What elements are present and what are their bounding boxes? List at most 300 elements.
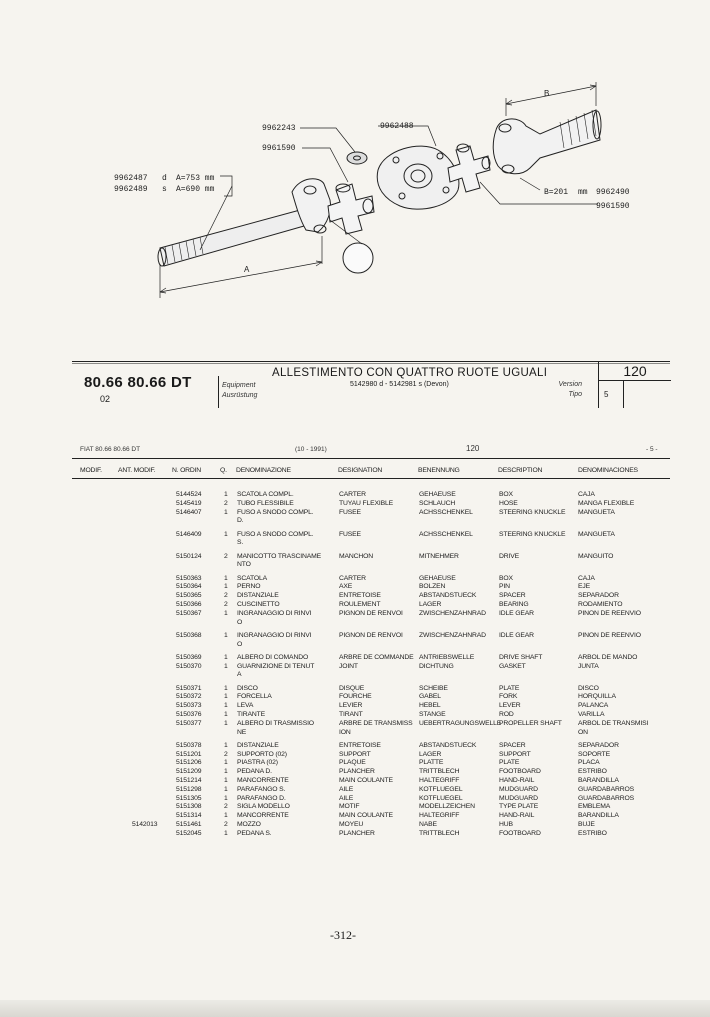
meta-model: FIAT 80.66 80.66 DT — [80, 446, 141, 453]
cell-es: EMBLEMA — [578, 803, 611, 811]
cell-ord: 5150371 — [176, 684, 202, 692]
cell-fr: ENTRETOISE — [339, 592, 381, 600]
table-row — [0, 767, 710, 776]
cell-de: DICHTUNG — [419, 662, 454, 670]
cell-it: SCATOLA — [237, 574, 268, 582]
cell-en: PLATE — [499, 759, 520, 767]
header-bottom-rule — [72, 478, 670, 479]
cell-ord: 5151314 — [176, 812, 202, 820]
cell-q: 1 — [224, 768, 228, 776]
equipment-codes: 5142980 d - 5142981 s (Devon) — [350, 381, 449, 388]
cell-en: IDLE GEAR — [499, 609, 534, 617]
cell-it: DISCO — [237, 684, 258, 692]
cell-fr: ARBRE DE COMMANDE — [339, 653, 414, 661]
header-divider — [218, 376, 219, 408]
table-row — [0, 490, 710, 499]
cell-de: LAGER — [419, 601, 442, 608]
cell-q: 1 — [224, 829, 228, 837]
col-designation: DESIGNATION — [338, 467, 383, 474]
cell-de: GEHAEUSE — [419, 574, 456, 582]
cell-de: HALTEGRIFF — [419, 777, 460, 784]
table-row — [0, 560, 710, 569]
cell-it: GUARNIZIONE DI TENUT — [237, 662, 315, 670]
detail-circle — [343, 243, 373, 273]
col-modif: MODIF. — [80, 467, 102, 474]
table-row — [0, 684, 710, 693]
cell-it: MOZZO — [237, 821, 261, 828]
cell-q: 1 — [224, 719, 228, 727]
cell-it: O — [237, 618, 243, 626]
cell-de: HALTEGRIFF — [419, 812, 460, 820]
scan-edge — [0, 1000, 710, 1017]
cell-en: IDLE GEAR — [499, 631, 534, 639]
cell-fr: PIGNON DE RENVOI — [339, 631, 403, 639]
cell-es: MANGUETA — [578, 508, 615, 516]
cell-fr: PIGNON DE RENVOI — [339, 609, 403, 617]
cell-fr: LEVIER — [339, 702, 363, 710]
cell-it: D. — [237, 517, 244, 525]
cell-ord: 5150363 — [176, 574, 202, 582]
cell-it: MANICOTTO TRASCINAME — [237, 552, 321, 560]
label-9962243: 9962243 — [262, 124, 296, 133]
model-sub: 02 — [100, 394, 111, 404]
cell-es: ARBOL DE MANDO — [578, 653, 638, 661]
table-row — [0, 811, 710, 820]
table-row — [0, 552, 710, 561]
version-label: Version — [558, 381, 582, 388]
cell-fr: MAIN COULANTE — [339, 777, 393, 784]
cell-ord: 5150364 — [176, 583, 202, 591]
cell-fr: AILE — [339, 785, 354, 793]
cell-es: GUARDABARROS — [578, 785, 634, 793]
table-row — [0, 631, 710, 640]
cell-fr: AXE — [339, 583, 353, 591]
cell-en: STEERING KNUCKLE — [499, 530, 566, 538]
cell-es: MANGA FLEXIBLE — [578, 499, 635, 507]
label-a690: A=690 mm — [176, 185, 215, 194]
cell-en: BOX — [499, 491, 513, 498]
cell-it: S. — [237, 539, 244, 547]
table-row — [0, 719, 710, 728]
version-divider — [598, 380, 599, 408]
cell-de: MODELLZEICHEN — [419, 803, 475, 811]
table-top-rule — [72, 458, 670, 459]
left-cross-journal-drawing — [328, 184, 374, 234]
table-row — [0, 508, 710, 517]
col-denominazione: DENOMINAZIONE — [236, 467, 291, 474]
cell-it: TIRANTE — [237, 711, 266, 718]
table-row — [0, 600, 710, 609]
cell-en: SPACER — [499, 741, 526, 749]
equipment-label-2: Ausrüstung — [222, 392, 258, 399]
cell-ord: 5151461 — [176, 821, 202, 828]
cell-en: BEARING — [499, 601, 529, 608]
cell-es: DISCO — [578, 684, 599, 692]
cell-de: BOLZEN — [419, 583, 446, 591]
table-row — [0, 591, 710, 600]
label-d: d — [162, 174, 167, 183]
col-description: DESCRIPTION — [498, 467, 543, 474]
cell-ord: 5146407 — [176, 508, 202, 516]
cell-de: STANGE — [419, 711, 446, 718]
cell-q: 1 — [224, 812, 228, 820]
cell-it: INGRANAGGIO DI RINVI — [237, 609, 312, 617]
cell-q: 2 — [224, 803, 228, 811]
cell-ord: 5150378 — [176, 741, 202, 749]
cell-it: O — [237, 640, 243, 648]
cell-de: ANTRIEBSWELLE — [419, 653, 475, 661]
cell-en: PROPELLER SHAFT — [499, 719, 562, 727]
label-dim-a: A — [244, 265, 250, 274]
label-9962490: 9962490 — [596, 188, 630, 197]
cell-ord: 5151206 — [176, 759, 202, 767]
cell-ord: 5145419 — [176, 499, 202, 507]
version-labels — [548, 380, 582, 400]
cell-q: 1 — [224, 491, 228, 498]
cell-ord: 5151201 — [176, 750, 202, 758]
cell-q: 1 — [224, 785, 228, 793]
label-mm: mm — [578, 188, 588, 197]
cell-ord: 5152045 — [176, 829, 202, 837]
cell-it: MANCORRENTE — [237, 812, 289, 820]
table-row — [0, 820, 710, 829]
cell-es: CAJA — [578, 574, 595, 582]
label-dim-b: B — [544, 89, 550, 98]
cell-q: 1 — [224, 508, 228, 516]
cell-it: CUSCINETTO — [237, 601, 280, 608]
cell-en: HAND-RAIL — [499, 777, 535, 784]
cell-it: FUSO A SNODO COMPL. — [237, 530, 314, 538]
dimension-b — [506, 82, 596, 116]
header-top-rule — [72, 361, 670, 362]
cell-q: 1 — [224, 653, 228, 661]
cell-es: ESTRIBO — [578, 768, 607, 776]
cell-q: 1 — [224, 759, 228, 767]
cell-it: FORCELLA — [237, 693, 272, 701]
cell-es: ARBOL DE TRANSMISI — [578, 719, 649, 727]
cell-en: FORK — [499, 693, 518, 701]
table-row — [0, 640, 710, 649]
table-row — [0, 741, 710, 750]
cell-es: PALANCA — [578, 702, 609, 710]
cell-en: FOOTBOARD — [499, 768, 541, 776]
cell-it: PARAFANGO S. — [237, 785, 286, 793]
cell-en: PLATE — [499, 684, 520, 692]
table-row — [0, 692, 710, 701]
cell-q: 1 — [224, 662, 228, 670]
washer-drawing — [347, 152, 367, 164]
cell-de: NABE — [419, 821, 437, 828]
cell-it: SCATOLA COMPL. — [237, 491, 294, 498]
label-9961590-left: 9961590 — [262, 144, 296, 153]
table-row — [0, 538, 710, 547]
cell-de: ABSTANDSTUECK — [419, 741, 477, 749]
cell-en: HOSE — [499, 499, 518, 507]
cell-ord: 5150372 — [176, 693, 202, 701]
cell-es: ON — [578, 728, 588, 736]
cell-fr: SUPPORT — [339, 750, 371, 758]
header-top-rule-2 — [72, 363, 670, 364]
cell-es: BARANDILLA — [578, 812, 619, 820]
cell-fr: MOYEU — [339, 821, 364, 828]
table-row — [0, 829, 710, 838]
cell-it: DISTANZIALE — [237, 741, 279, 749]
version-divider-2 — [623, 380, 624, 408]
cell-de: TRITTBLECH — [419, 829, 460, 837]
cell-fr: DISQUE — [339, 684, 365, 692]
cell-de: GEHAEUSE — [419, 491, 456, 498]
cell-en: DRIVE SHAFT — [499, 653, 543, 661]
version-value: 5 — [604, 390, 609, 399]
group-page-box: 120 — [598, 362, 671, 381]
cell-fr: ENTRETOISE — [339, 741, 381, 749]
cell-it: PEDANA D. — [237, 768, 272, 776]
table-row — [0, 499, 710, 508]
cell-es: ESTRIBO — [578, 829, 607, 837]
cell-es: PINON DE REENVIO — [578, 609, 641, 617]
table-row — [0, 653, 710, 662]
table-row — [0, 776, 710, 785]
cell-q: 1 — [224, 583, 228, 591]
col-q: Q. — [220, 467, 227, 474]
cell-ant: 5142013 — [132, 821, 158, 828]
tipo-label: Tipo — [568, 391, 582, 398]
cell-es: RODAMIENTO — [578, 601, 623, 608]
cell-de: ABSTANDSTUECK — [419, 592, 477, 600]
model-name: 80.66 80.66 DT — [84, 374, 192, 391]
meta-group: 120 — [466, 444, 480, 453]
table-row — [0, 609, 710, 618]
cell-it: TUBO FLESSIBILE — [237, 499, 294, 507]
meta-sheet: - 5 - — [646, 446, 658, 453]
cell-ord: 5151209 — [176, 768, 202, 776]
cell-en: SPACER — [499, 592, 526, 600]
table-row — [0, 618, 710, 627]
meta-date: (10 - 1991) — [295, 446, 327, 453]
table-row — [0, 728, 710, 737]
table-row — [0, 758, 710, 767]
label-s: s — [162, 185, 167, 194]
cell-ord: 5151305 — [176, 794, 202, 802]
cell-en: TYPE PLATE — [499, 803, 539, 811]
cell-es: GUARDABARROS — [578, 794, 634, 802]
cell-de: MITNEHMER — [419, 552, 459, 560]
cell-en: DRIVE — [499, 552, 520, 560]
cell-ord: 5151308 — [176, 803, 202, 811]
cell-fr: PLANCHER — [339, 768, 375, 776]
cell-de: GABEL — [419, 693, 441, 701]
table-row — [0, 670, 710, 679]
cell-fr: ARBRE DE TRANSMISS — [339, 719, 413, 727]
cell-en: MUDGUARD — [499, 794, 538, 802]
cell-es: EJE — [578, 583, 591, 591]
cell-it: PEDANA S. — [237, 829, 272, 837]
cell-ord: 5146409 — [176, 530, 202, 538]
cell-it: LEVA — [237, 702, 254, 710]
cell-fr: JOINT — [339, 662, 358, 670]
cell-en: SUPPORT — [499, 750, 531, 758]
cell-ord: 5151298 — [176, 785, 202, 793]
cell-es: PLACA — [578, 759, 600, 767]
right-shaft-drawing — [493, 110, 601, 174]
cell-es: BUJE — [578, 821, 595, 828]
cell-en: GASKET — [499, 662, 526, 670]
cell-fr: FOURCHE — [339, 693, 372, 701]
cell-fr: CARTER — [339, 574, 366, 582]
cell-ord: 5150368 — [176, 631, 202, 639]
cell-q: 1 — [224, 631, 228, 639]
cell-ord: 5144524 — [176, 491, 202, 498]
cell-ord: 5150376 — [176, 711, 202, 718]
cell-it: SIGLA MODELLO — [237, 803, 290, 811]
cell-q: 1 — [224, 794, 228, 802]
cell-q: 1 — [224, 530, 228, 538]
cell-en: ROD — [499, 711, 514, 718]
cell-es: VARILLA — [578, 711, 605, 718]
cell-q: 2 — [224, 592, 228, 600]
cell-fr: MOTIF — [339, 803, 360, 811]
cell-it: PIASTRA (02) — [237, 759, 278, 767]
cell-fr: MANCHON — [339, 552, 374, 560]
cell-it: FUSO A SNODO COMPL. — [237, 508, 314, 516]
cell-fr: TUYAU FLEXIBLE — [339, 499, 394, 507]
cell-es: SEPARADOR — [578, 741, 619, 749]
cell-it: ALBERO DI COMANDO — [237, 653, 309, 661]
cell-ord: 5150366 — [176, 601, 202, 608]
cell-en: HAND-RAIL — [499, 812, 535, 820]
cell-q: 1 — [224, 777, 228, 784]
cell-ord: 5150373 — [176, 702, 202, 710]
cell-de: ZWISCHENZAHNRAD — [419, 631, 486, 639]
cell-ord: 5150377 — [176, 719, 202, 727]
label-9962487: 9962487 — [114, 174, 148, 183]
cell-de: ACHSSCHENKEL — [419, 508, 473, 516]
cell-it: INGRANAGGIO DI RINVI — [237, 631, 312, 639]
cell-q: 2 — [224, 821, 228, 828]
table-row — [0, 750, 710, 759]
table-row — [0, 794, 710, 803]
cell-de: SCHEIBE — [419, 684, 448, 692]
col-ordin: N. ORDIN — [172, 467, 201, 474]
table-row — [0, 516, 710, 525]
cell-de: ZWISCHENZAHNRAD — [419, 609, 486, 617]
cell-ord: 5150124 — [176, 552, 202, 560]
table-row — [0, 574, 710, 583]
cell-en: LEVER — [499, 702, 521, 710]
equipment-label-1: Equipment — [222, 382, 256, 389]
cell-ord: 5150367 — [176, 609, 202, 617]
cell-ord: 5150369 — [176, 653, 202, 661]
table-row — [0, 662, 710, 671]
cell-es: CAJA — [578, 491, 595, 498]
cell-fr: AILE — [339, 794, 354, 802]
cell-fr: CARTER — [339, 491, 366, 498]
cell-ord: 5150365 — [176, 592, 202, 600]
table-row — [0, 530, 710, 539]
cell-es: MANGUETA — [578, 530, 615, 538]
table-row — [0, 701, 710, 710]
cell-de: HEBEL — [419, 702, 441, 710]
cell-fr: PLANCHER — [339, 829, 375, 837]
cell-fr: FUSEE — [339, 530, 361, 538]
exploded-diagram — [0, 0, 710, 320]
cell-it: ALBERO DI TRASMISSIO — [237, 719, 314, 727]
cell-en: HUB — [499, 821, 513, 828]
col-ant-modif: ANT. MODIF. — [118, 467, 156, 474]
cell-ord: 5151214 — [176, 777, 202, 784]
label-9961590-right: 9961590 — [596, 202, 630, 211]
cell-fr: TIRANT — [339, 711, 363, 718]
cell-es: BARANDILLA — [578, 777, 619, 784]
table-row — [0, 582, 710, 591]
cell-q: 1 — [224, 684, 228, 692]
cell-q: 1 — [224, 574, 228, 582]
page-number: -312- — [330, 928, 356, 942]
cell-it: NTO — [237, 561, 251, 569]
cell-it: DISTANZIALE — [237, 592, 279, 600]
cell-de: UEBERTRAGUNGSWELLE — [419, 719, 502, 727]
cell-it: PARAFANGO D. — [237, 794, 286, 802]
cell-de: TRITTBLECH — [419, 768, 460, 776]
cell-de: SCHLAUCH — [419, 499, 456, 507]
cell-it: NE — [237, 728, 247, 736]
cell-de: ACHSSCHENKEL — [419, 530, 473, 538]
cell-q: 2 — [224, 552, 228, 560]
cell-de: KOTFLUEGEL — [419, 794, 463, 802]
cell-fr: FUSEE — [339, 508, 361, 516]
cell-de: LAGER — [419, 750, 442, 758]
cell-fr: ION — [339, 728, 351, 736]
cell-de: PLATTE — [419, 759, 444, 767]
cell-en: BOX — [499, 574, 513, 582]
cell-es: SOPORTE — [578, 750, 611, 758]
cell-fr: ROULEMENT — [339, 601, 381, 608]
cell-q: 1 — [224, 741, 228, 749]
cell-it: PERNO — [237, 583, 261, 591]
cell-fr: MAIN COULANTE — [339, 812, 393, 820]
section-title: ALLESTIMENTO CON QUATTRO RUOTE UGUALI — [272, 367, 548, 379]
cell-q: 1 — [224, 702, 228, 710]
cell-q: 1 — [224, 711, 228, 718]
cell-ord: 5150370 — [176, 662, 202, 670]
cell-fr: PLAQUE — [339, 759, 366, 767]
cell-q: 2 — [224, 601, 228, 608]
col-denominaciones: DENOMINACIONES — [578, 467, 638, 474]
table-row — [0, 710, 710, 719]
cell-it: A — [237, 671, 242, 679]
table-row — [0, 802, 710, 811]
cell-it: SUPPORTO (02) — [237, 750, 287, 758]
cell-es: HORQUILLA — [578, 693, 616, 701]
col-benennung: BENENNUNG — [418, 467, 460, 474]
cell-en: FOOTBOARD — [499, 829, 541, 837]
cell-en: MUDGUARD — [499, 785, 538, 793]
cell-es: JUNTA — [578, 662, 599, 670]
cell-q: 2 — [224, 750, 228, 758]
cell-es: MANGUITO — [578, 552, 614, 560]
label-9962488: 9962488 — [380, 122, 414, 131]
cell-de: KOTFLUEGEL — [419, 785, 463, 793]
center-coupling-drawing — [377, 146, 459, 209]
label-a753: A=753 mm — [176, 174, 215, 183]
label-b201: B=201 — [544, 188, 569, 197]
label-9962489: 9962489 — [114, 185, 148, 194]
cell-en: PIN — [499, 583, 510, 591]
cell-q: 2 — [224, 499, 228, 507]
cell-it: MANCORRENTE — [237, 777, 289, 784]
cell-q: 1 — [224, 693, 228, 701]
cell-es: PINON DE REENVIO — [578, 631, 641, 639]
